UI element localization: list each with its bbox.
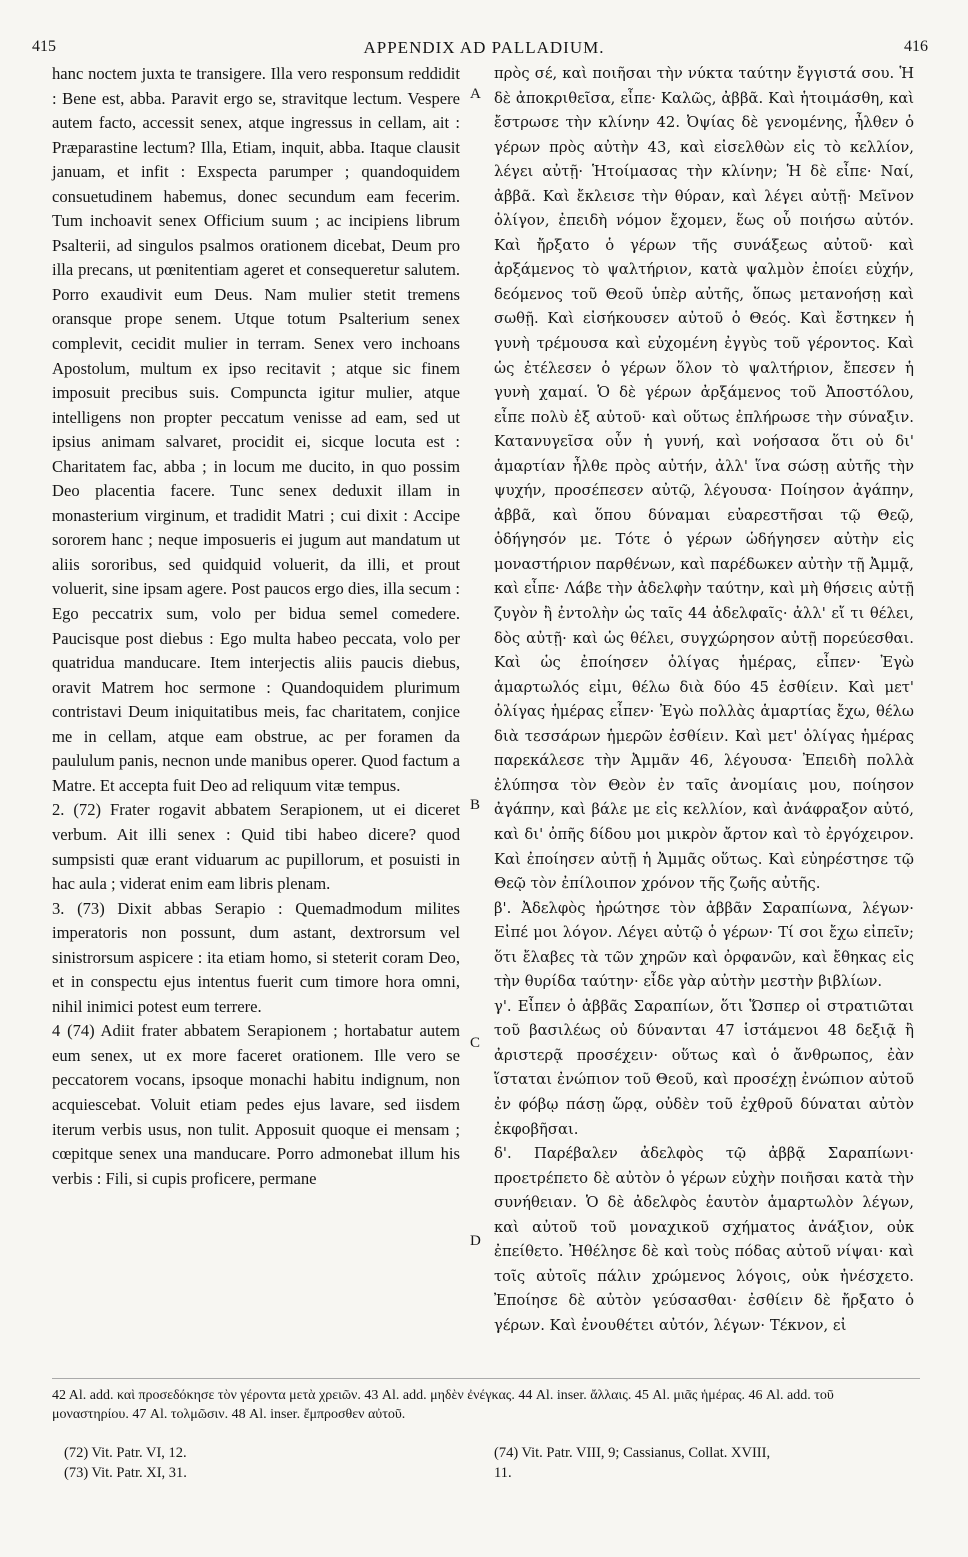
greek-paragraph: γ'. Εἶπεν ὁ ἀββᾶς Σαραπίων, ὅτι Ὥσπερ οἱ στρατιῶται τοῦ βασιλέως οὐ δύνανται 47 ἱστάμενοι 48 δεξιᾷ ἢ ἀριστερᾷ προσέχειν· οὕτως καὶ ὁ ἄνθρωπος, ἐὰν ἵσταται ἐνώπιον τοῦ Θεοῦ, καὶ προσέχῃ ἐνώπιον αὐτοῦ ἐν φόβῳ πάσῃ ὥρᾳ, οὐδὲν τοῦ ἐχθροῦ δύναται αὐτὸν ἐκφοβῆσαι. bbox=[494, 997, 914, 1138]
page-number-right: 416 bbox=[904, 38, 928, 55]
latin-paragraph: hanc noctem juxta te transigere. Illa vero responsum reddidit : Bene est, abba. Paravit ergo se, stravitque lectum. Vespere autem facto, accessit senex, atque ingressus in cellam, ait : Præparastine lectum? Illa, Etiam, inquit, abba. Itaque clausit januam, et infit : Exspecta parumper ; quandoquidem consuetudinem habemus, donec secundum eam fecerim. Tum inchoavit senex Officium suum ; ac incipiens librum Psalterii, ad singulos psalmos orationem dicebat, Deum pro illa precans, ut pœnitentiam ageret et consequeretur salutem. Porro exaudivit eum Deus. Nam mulier stetit tremens oransque prope senem. Utque totum Psalterium senex complevit, cecidit mulier in terram. Senex vero inchoans Apostolum, multum ex ipso recitavit ; atque sic finem imposuit precibus suis. Compuncta igitur mulier, atque intelligens non propter peccatum venisse ad eam, sed ut ipsius animam salvaret, procidit ei, sicque locuta est : Charitatem fac, abba ; in locum me ducito, in quo possim Deo placentia facere. Tunc senex deduxit illam in monasterium virginum, et tradidit Matri ; cui dixit : Accipe sororem hanc ; neque imposueris ei jugum aut mandatum ut aliis sororibus, sed quidquid voluerit, da illi, et prout voluerit, sine ipsam agere. Post paucos ergo dies, illa secum : Ego peccatrix sum, volo per bidua semel comedere. Paucisque post diebus : Ego multa habeo peccata, volo per quatridua manducare. Item interjectis aliis paucis diebus, oravit Matrem hoc sermone : Quandoquidem plurimum contristavi Deum iniquitatibus meis, fac charitatem, conjice me in cellam, atque eam obstrue, ac per foramen da paululum panis, necnon unde manibus operer. Quod factum a Matre. Et accepta fuit Deo ad reliquum vitæ tempus. bbox=[52, 64, 460, 795]
reference-item: (73) Vit. Patr. XI, 31. bbox=[64, 1465, 187, 1481]
footnotes-divider bbox=[52, 1378, 920, 1379]
margin-letter-c: C bbox=[470, 1035, 481, 1051]
margin-letter-d: D bbox=[470, 1233, 481, 1249]
running-title: APPENDIX AD PALLADIUM. bbox=[363, 38, 605, 57]
latin-paragraph: 3. (73) Dixit abbas Serapio : Quemadmodum milites imperatoris non possunt, dum astant, dextrorsum vel sinistrorsum aspicere : ita etiam homo, si steterit coram Deo, et in conspectu ejus intentus fuerit cum timore hora omni, nihil inimici potest eum terrere. bbox=[52, 898, 460, 1016]
latin-column bbox=[52, 62, 460, 1191]
footnotes bbox=[52, 1386, 914, 1424]
margin-letter-b: B bbox=[470, 797, 481, 813]
greek-paragraph: πρὸς σέ, καὶ ποιῆσαι τὴν νύκτα ταύτην ἔγγιστά σου. Ἡ δὲ ἀποκριθεῖσα, εἶπε· Καλῶς, ἀββᾶ. Καὶ ἡτοιμάσθη, καὶ ἔστρωσε τὴν κλίνην 42. Ὀψίας δὲ γενομένης, ἦλθεν ὁ γέρων πρὸς αὐτὴν 43, καὶ εἰσελθὼν εἰς τὸ κελλίον, λέγει αὐτῇ· Ἡτοίμασας τὴν κλίνην; Ἡ δὲ εἶπε· Ναί, ἀββᾶ. Καὶ ἔκλεισε τὴν θύραν, καὶ λέγει αὐτῇ· Μεῖνον ὀλίγον, ἐπειδὴ νόμον ἔχομεν, ἕως οὗ ποιήσω αὐτόν. Καὶ ἤρξατο ὁ γέρων τῆς συνάξεως αὐτοῦ· καὶ ἀρξάμενος τὸ ψαλτήριον, κατὰ ψαλμὸν ἐποίει εὐχήν, δεόμενος τοῦ Θεοῦ ὑπὲρ αὐτῆς, ὅπως μετανοήσῃ καὶ σωθῇ. Καὶ εἰσήκουσεν αὐτοῦ ὁ Θεός. Καὶ ἔστηκεν ἡ γυνὴ τρέμουσα καὶ εὐχομένη ἐγγὺς τοῦ γέροντος. Καὶ ὡς ἐτέλεσεν ὁ γέρων ὅλον τὸ ψαλτήριον, ἔπεσεν ἡ γυνὴ χαμαί. Ὁ δὲ γέρων ἀρξάμενος τοῦ Ἀποστόλου, εἶπε πολὺ ἐξ αὐτοῦ· καὶ οὕτως ἐπλήρωσε τὴν σύναξιν. Κατανυγεῖσα οὖν ἡ γυνή, καὶ νοήσασα ὅτι οὐ δι' ἁμαρτίαν ἦλθε πρὸς αὐτήν, ἀλλ' ἵνα σώσῃ αὐτῆς τὴν ψυχήν, προσέπεσεν αὐτῷ, λέγουσα· Ποίησον ἀγάπην, ἀββᾶ, καὶ ὅπου δύναμαι εὐαρεστῆσαι τῷ Θεῷ, ὁδήγησόν με. Τότε ὁ γέρων ὡδήγησεν αὐτὴν εἰς μοναστήριον παρθένων, καὶ παρέδωκεν αὐτὴν τῇ Ἀμμᾷ, καὶ εἶπε· Λάβε τὴν ἀδελφὴν ταύτην, καὶ μὴ θήσεις αὐτῇ ζυγὸν ἢ ἐντολὴν ὡς ταῖς 44 ἀδελφαῖς· ἀλλ' εἴ τι θέλει, δὸς αὐτῇ· καὶ ὡς θέλει, συγχώρησον αὐτῇ πορεύεσθαι. Καὶ ὡς ἐποίησεν ὀλίγας ἡμέρας, εἶπεν· Ἐγὼ ἁμαρτωλός εἰμι, θέλω διὰ δύο 45 ἐσθίειν. Καὶ μετ' ὀλίγας ἡμέρας εἶπεν· Ἐγὼ πολλὰς ἁμαρτίας ἔχω, θέλω διὰ τεσσάρων ἡμερῶν ἐσθίειν. Καὶ μετ' ὀλίγας ἡμέρας παρεκάλεσε τὴν Ἀμμᾶν 46, λέγουσα· Ἐπειδὴ πολλὰ ἐλύπησα τὸν Θεὸν ἐν ταῖς ἀνομίαις μου, ποίησον ἀγάπην, καὶ βάλε με εἰς κελλίον, καὶ ἀνάφραξον αὐτό, καὶ δι' ὀπῆς δίδου μοι μικρὸν ἄρτον καὶ τὸ ἐργόχειρον. Καὶ ἐποίησεν αὐτῇ ἡ Ἀμμᾶς οὕτως. Καὶ εὐηρέστησε τῷ Θεῷ τὸν ἐπίλοιπον χρόνον τῆς ζωῆς αὐτῆς. bbox=[494, 65, 914, 893]
reference-item: 11. bbox=[494, 1465, 512, 1481]
references-right bbox=[494, 1443, 770, 1483]
greek-column bbox=[494, 62, 914, 1338]
page-number-left: 415 bbox=[32, 38, 56, 55]
references-left bbox=[64, 1443, 187, 1483]
footnote-text: 42 Al. add. καὶ προσεδόκησε τὸν γέροντα μετὰ χρειῶν. 43 Al. add. μηδὲν ἐνέγκας. 44 Al. inser. ἄλλαις. 45 Al. μιᾶς ἡμέρας. 46 Al. add. τοῦ μοναστηρίου. 47 Al. τολμῶσιν. 48 Al. inser. ἔμπροσθεν αὐτοῦ. bbox=[52, 1388, 834, 1422]
greek-paragraph: β'. Ἀδελφὸς ἠρώτησε τὸν ἀββᾶν Σαραπίωνα, λέγων· Εἰπέ μοι λόγον. Λέγει αὐτῷ ὁ γέρων· Τί σοι ἔχω εἰπεῖν; ὅτι ἔλαβες τὰ τῶν χηρῶν καὶ ὀρφανῶν, καὶ ἔθηκας εἰς τὴν θυρίδα ταύτην· εἶδε γὰρ αὐτὴν μεστὴν βιβλίων. bbox=[494, 899, 914, 991]
latin-paragraph: 4 (74) Adiit frater abbatem Serapionem ; hortabatur autem eum senex, ut ex more faceret orationem. Ille vero se peccatorem vocans, ipsoque monachi habitu indignum, non acquiescebat. Voluit etiam pedes ejus lavare, sed iisdem iterum verbis usus, non tulit. Apposuit quoque ei mensam ; cœpitque senex una manducare. Porro admonebat illum his verbis : Fili, si cupis proficere, permane bbox=[52, 1021, 460, 1188]
latin-paragraph: 2. (72) Frater rogavit abbatem Serapionem, ut ei diceret verbum. Ait illi senex : Quid tibi habeo dicere? quod sumpsisti quæ erant viduarum ac pupillorum, et posuisti in hac aula ; viderat enim eam libris plenam. bbox=[52, 800, 460, 894]
greek-paragraph: δ'. Παρέβαλεν ἀδελφὸς τῷ ἀββᾷ Σαραπίωνι· προετρέπετο δὲ αὐτὸν ὁ γέρων εὐχὴν ποιῆσαι κατὰ τὴν συνήθειαν. Ὁ δὲ ἀδελφὸς ἑαυτὸν ἁμαρτωλὸν λέγων, καὶ αὐτοῦ τοῦ μοναχικοῦ σχήματος ἀνάξιον, οὐκ ἐπείθετο. Ἠθέλησε δὲ καὶ τοὺς πόδας αὐτοῦ νίψαι· καὶ τοῖς αὐτοῖς πάλιν χρώμενος λόγοις, οὐκ ἠνέσχετο. Ἐποίησε δὲ αὐτὸν γεύσασθαι· ἐσθίειν δὲ ἤρξατο ὁ γέρων. Καὶ ἐνουθέτει αὐτόν, λέγων· Τέκνον, εἰ bbox=[494, 1145, 914, 1334]
reference-item: (72) Vit. Patr. VI, 12. bbox=[64, 1445, 187, 1461]
margin-letter-a: A bbox=[470, 86, 481, 102]
reference-item: (74) Vit. Patr. VIII, 9; Cassianus, Collat. XVIII, bbox=[494, 1445, 771, 1461]
